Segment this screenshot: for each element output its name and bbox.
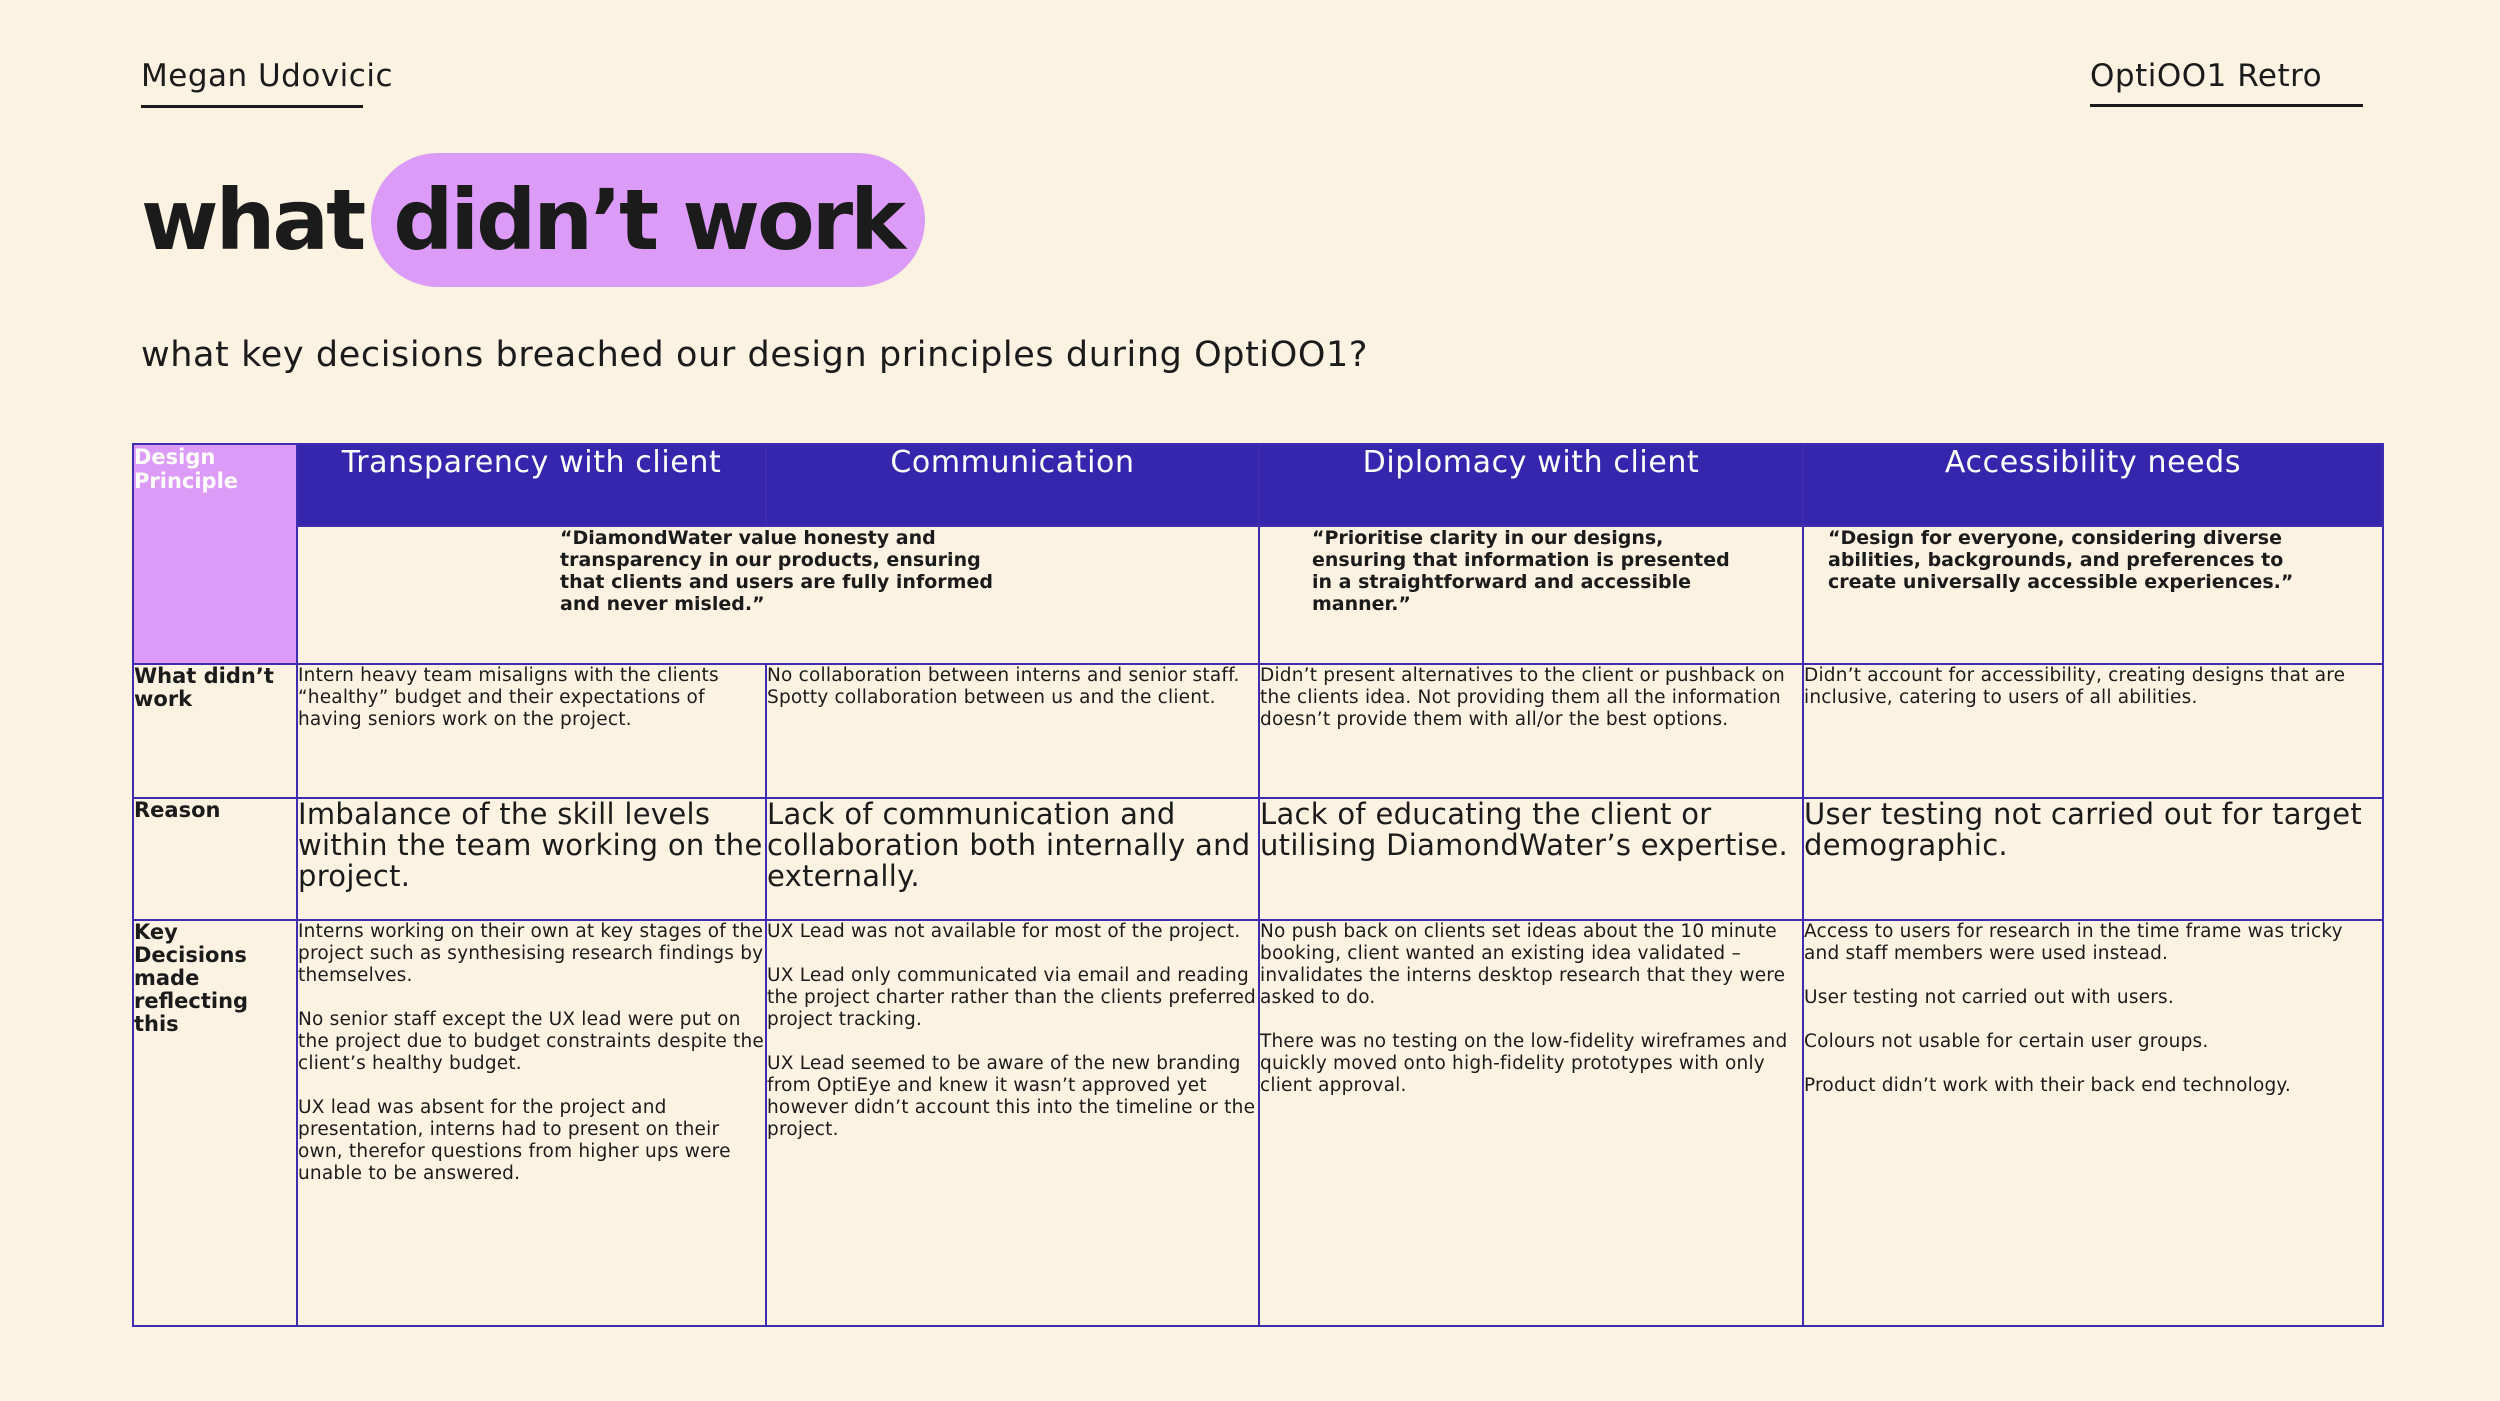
list-item: Interns working on their own at key stages of the project such as synthesising research findings by themselves. — [298, 921, 764, 986]
list-item: No push back on clients set ideas about the 10 minute booking, client wanted an existing idea validated – invalidates the interns desktop research that they were asked to do. — [1260, 921, 1786, 1008]
principle-accessibility — [1803, 526, 2383, 664]
table-cell: No collaboration between interns and senior staff. Spotty collaboration between us and the client. — [766, 664, 1259, 798]
list-item: Colours not usable for certain user groups. — [1804, 1031, 2209, 1052]
reason-row — [133, 798, 2383, 920]
principle-quote: “Prioritise clarity in our designs, ensuring that information is presented in a straightforward and accessible manner.” — [1312, 527, 1730, 615]
principle-quote: “Design for everyone, considering diverse abilities, backgrounds, and preferences to create universally accessible experiences.” — [1828, 527, 2294, 593]
project-name: OptiOO1 Retro — [2090, 58, 2323, 94]
table-cell: Intern heavy team misaligns with the clients “healthy” budget and their expectations of having seniors work on the project. — [297, 664, 766, 798]
what-didnt-work-row — [133, 664, 2383, 798]
author-underline — [141, 105, 363, 108]
principle-row — [133, 526, 2383, 664]
list-item: User testing not carried out with users. — [1804, 987, 2174, 1008]
table-cell: Didn’t present alternatives to the client or pushback on the clients idea. Not providing them all the information doesn’t provide them with all/or the best options. — [1259, 664, 1803, 798]
list-item: UX lead was absent for the project and presentation, interns had to present on their own, therefor questions from higher ups were unable to be answered. — [298, 1097, 731, 1184]
table-cell — [1259, 920, 1803, 1326]
list-item: Access to users for research in the time frame was tricky and staff members were used instead. — [1804, 921, 2343, 964]
header-row — [133, 444, 2383, 526]
column-header-transparency: Transparency with client — [297, 444, 766, 526]
table-cell: Lack of educating the client or utilising DiamondWater’s expertise. — [1259, 798, 1803, 920]
table-cell — [766, 920, 1259, 1326]
row-label-reason: Reason — [133, 798, 297, 920]
key-decisions-row — [133, 920, 2383, 1326]
column-header-diplomacy: Diplomacy with client — [1259, 444, 1803, 526]
author-name: Megan Udovicic — [141, 58, 393, 94]
list-item: There was no testing on the low-fidelity wireframes and quickly moved onto high-fidelity prototypes with only client approval. — [1260, 1031, 1788, 1096]
page-subtitle: what key decisions breached our design principles during OptiOO1? — [141, 335, 1369, 375]
list-item: UX Lead only communicated via email and reading the project charter rather than the clients preferred project tracking. — [767, 965, 1256, 1030]
row-label-design-principle: Design Principle — [133, 444, 297, 664]
table-cell: Didn’t account for accessibility, creating designs that are inclusive, catering to users of all abilities. — [1803, 664, 2383, 798]
principle-diplomacy — [1259, 526, 1803, 664]
column-header-communication: Communication — [766, 444, 1259, 526]
table-cell — [1803, 920, 2383, 1326]
row-label-key-decisions: Key Decisions made reflecting this — [133, 920, 297, 1326]
title-highlight-pill: didn’t work — [371, 153, 925, 287]
table-cell — [297, 920, 766, 1326]
retro-table — [132, 443, 2384, 1327]
title-plain-text: what — [141, 171, 364, 269]
table-cell: Lack of communication and collaboration both internally and externally. — [766, 798, 1259, 920]
list-item: No senior staff except the UX lead were put on the project due to budget constraints despite the client’s healthy budget. — [298, 1009, 764, 1074]
row-label-what-didnt-work: What didn’t work — [133, 664, 297, 798]
column-header-accessibility: Accessibility needs — [1803, 444, 2383, 526]
table-cell: User testing not carried out for target demographic. — [1803, 798, 2383, 920]
page-title — [141, 153, 925, 287]
list-item: Product didn’t work with their back end technology. — [1804, 1075, 2291, 1096]
table-cell: Imbalance of the skill levels within the team working on the project. — [297, 798, 766, 920]
principle-transparency-communication — [297, 526, 1259, 664]
project-underline — [2090, 104, 2363, 107]
list-item: UX Lead seemed to be aware of the new branding from OptiEye and knew it wasn’t approved yet however didn’t account this into the timeline or the project. — [767, 1053, 1256, 1140]
principle-quote: “DiamondWater value honesty and transparency in our products, ensuring that clients and users are fully informed and never misled.” — [560, 527, 993, 615]
list-item: UX Lead was not available for most of the project. — [767, 921, 1241, 942]
